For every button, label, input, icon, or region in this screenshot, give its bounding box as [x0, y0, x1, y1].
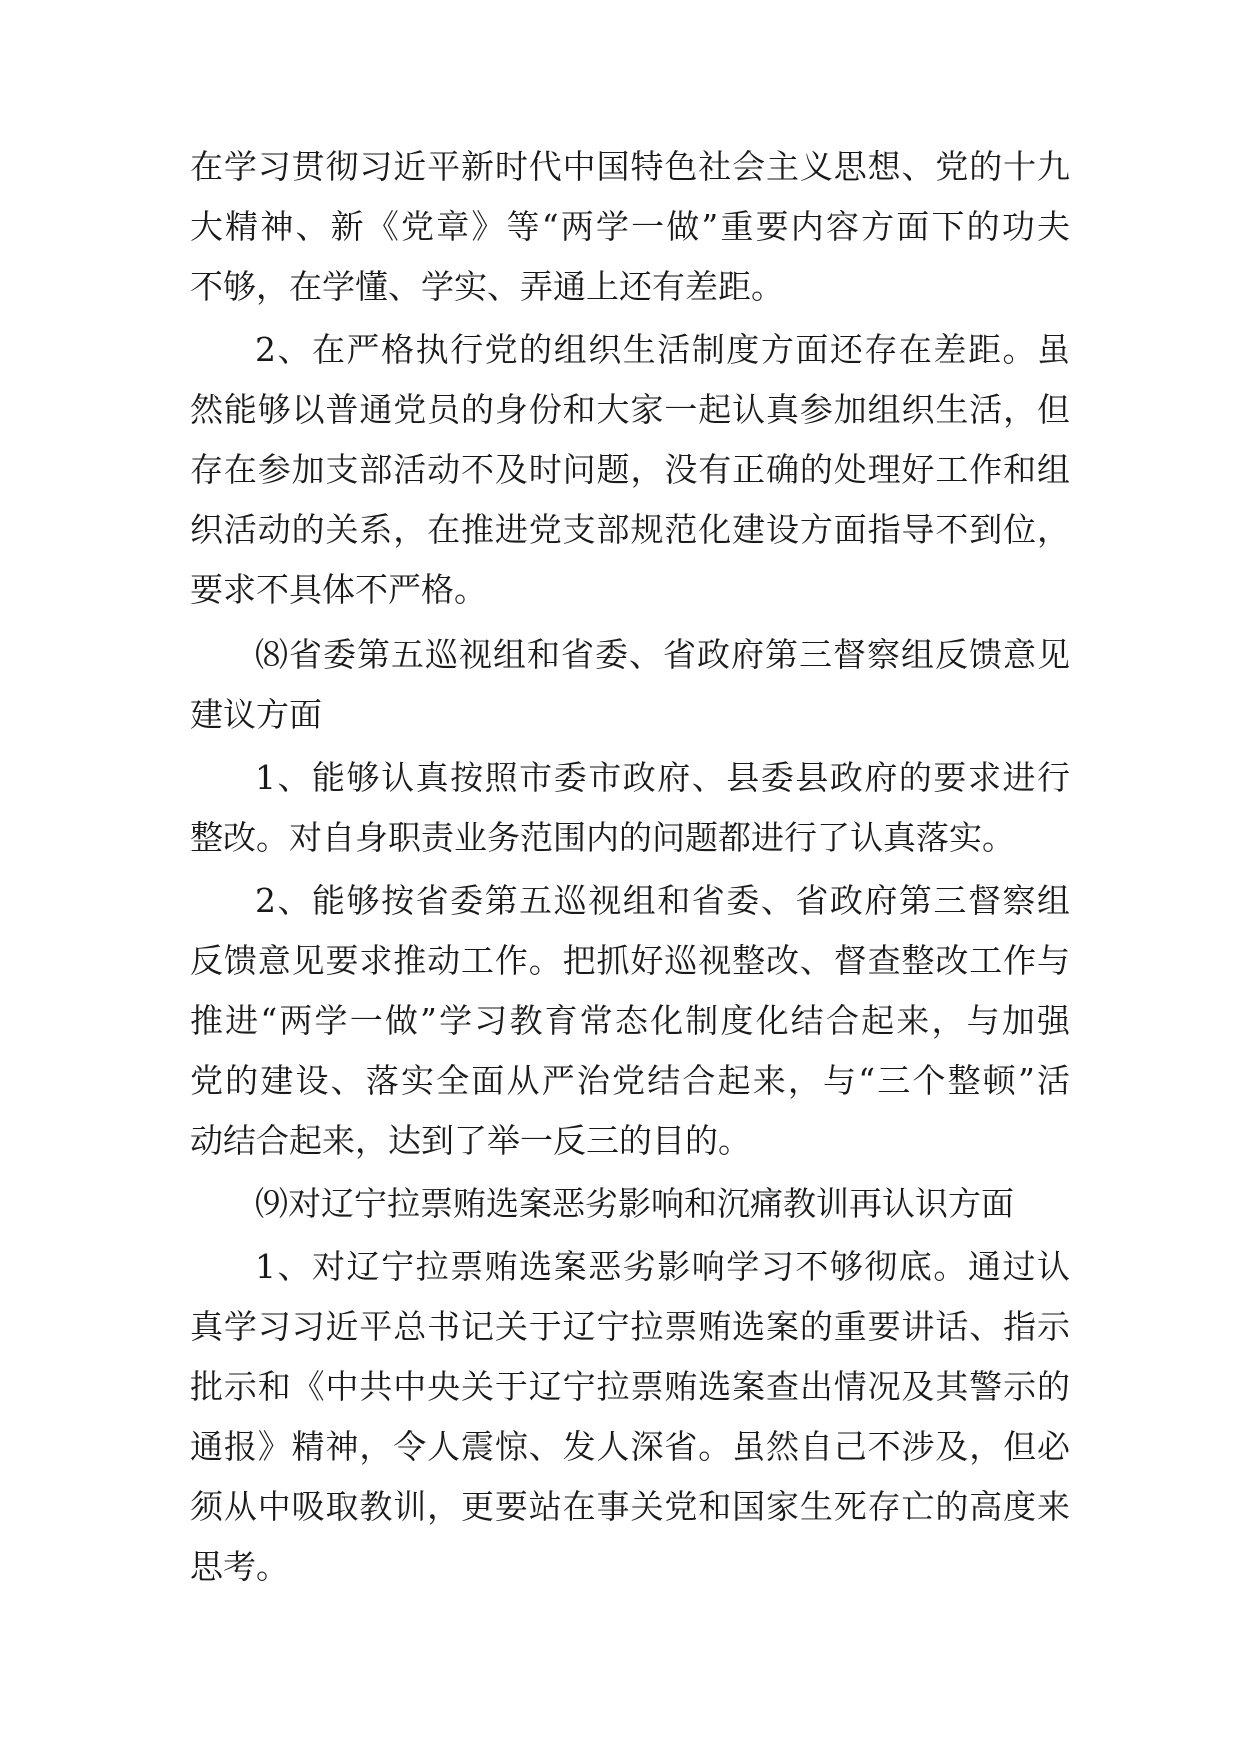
text-line-15: 推进“两学一做”学习教育常态化制度化结合起来，与加强 [190, 1001, 1070, 1040]
text-line-5: 然能够以普通党员的身份和大家一起认真参加组织生活，但 [190, 390, 1070, 429]
section-heading-9: ⑼对辽宁拉票贿选案恶劣影响和沉痛教训再认识方面 [255, 1184, 1014, 1223]
section-heading-8-cont: 建议方面 [190, 695, 322, 734]
text-line-7: 织活动的关系，在推进党支部规范化建设方面指导不到位， [190, 510, 1070, 549]
text-line-8: 要求不具体不严格。 [190, 570, 487, 609]
text-line-16: 党的建设、落实全面从严治党结合起来，与“三个整顿”活 [190, 1061, 1070, 1100]
text-line-4: 2、在严格执行党的组织生活制度方面还存在差距。虽 [255, 330, 1070, 369]
text-line-20: 真学习习近平总书记关于辽宁拉票贿选案的重要讲话、指示 [190, 1307, 1070, 1346]
text-line-12: 整改。对自身职责业务范围内的问题都进行了认真落实。 [190, 818, 1015, 857]
text-line-17: 动结合起来，达到了举一反三的目的。 [190, 1121, 751, 1160]
text-line-19: 1、对辽宁拉票贿选案恶劣影响学习不够彻底。通过认 [255, 1247, 1070, 1286]
text-line-23: 须从中吸取教训，更要站在事关党和国家生死存亡的高度来 [190, 1487, 1070, 1526]
text-line-13: 2、能够按省委第五巡视组和省委、省政府第三督察组 [255, 881, 1070, 920]
text-line-2: 大精神、新《党章》等“两学一做”重要内容方面下的功夫 [190, 207, 1070, 246]
text-line-21: 批示和《中共中央关于辽宁拉票贿选案查出情况及其警示的 [190, 1367, 1070, 1406]
text-line-3: 不够，在学懂、学实、弄通上还有差距。 [190, 267, 784, 306]
text-line-6: 存在参加支部活动不及时问题，没有正确的处理好工作和组 [190, 450, 1070, 489]
text-line-11: 1、能够认真按照市委市政府、县委县政府的要求进行 [255, 758, 1070, 797]
text-line-1: 在学习贯彻习近平新时代中国特色社会主义思想、党的十九 [190, 147, 1070, 186]
text-line-22: 通报》精神，令人震惊、发人深省。虽然自己不涉及，但必 [190, 1427, 1070, 1466]
text-line-24: 思考。 [190, 1547, 289, 1586]
text-line-14: 反馈意见要求推动工作。把抓好巡视整改、督查整改工作与 [190, 941, 1070, 980]
section-heading-8: ⑻省委第五巡视组和省委、省政府第三督察组反馈意见 [255, 635, 1070, 674]
